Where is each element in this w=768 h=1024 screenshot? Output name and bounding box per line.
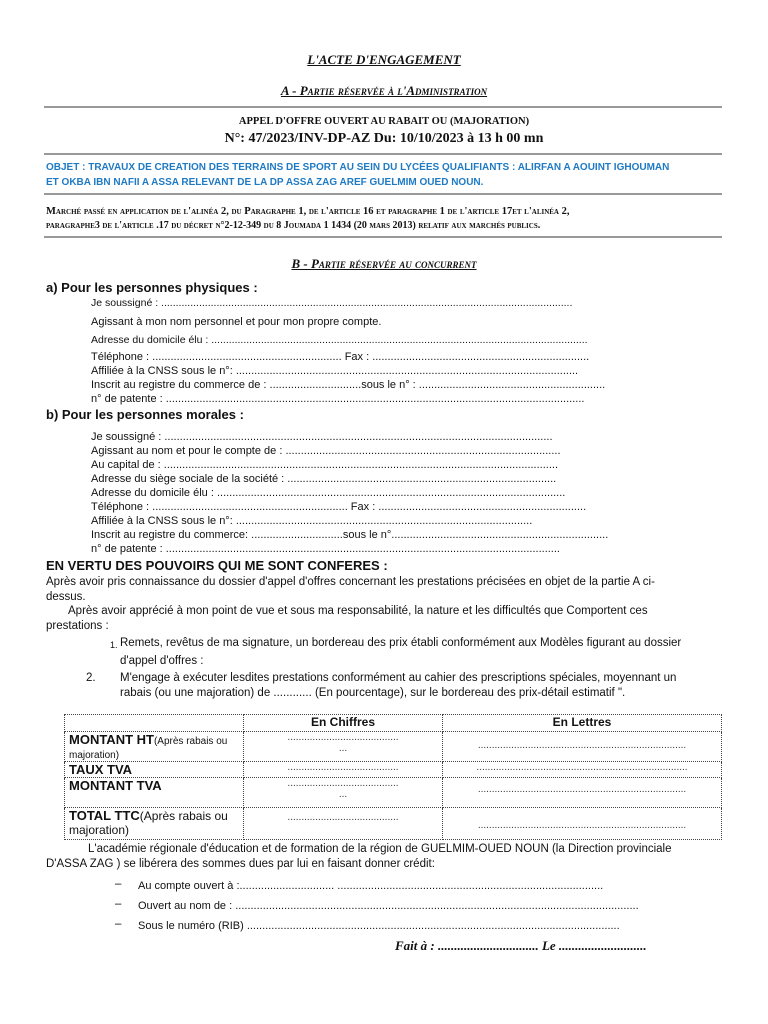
- amounts-table: [64, 714, 722, 840]
- physique-patente: n° de patente : .........................................................................................................................................: [91, 393, 585, 405]
- para2-line-1: Après avoir apprécié à mon point de vue et sous ma responsabilité, la nature et les difficultés que Comportent ces: [68, 605, 648, 617]
- table-header-row: [65, 715, 722, 732]
- table-header-lettres: En Lettres: [443, 715, 722, 732]
- physique-telephone: Téléphone : .............................................................. Fax : .......................................................................: [91, 351, 590, 363]
- morale-patente: n° de patente : .................................................................................................................................: [91, 543, 560, 555]
- physique-soussigne: Je soussigné : .............................................................................................................................................: [91, 297, 573, 309]
- item1-line-2: d'appel d'offres :: [120, 655, 204, 667]
- row-label: [65, 732, 244, 762]
- row-lettres: ............................................................................: [443, 762, 722, 778]
- item1-number: 1.: [110, 640, 118, 650]
- row-lettres: ...........................................................................: [443, 732, 722, 762]
- appel-offre-number: N°: 47/2023/INV-DP-AZ Du: 10/10/2023 à 13 h 00 mn: [224, 131, 544, 146]
- row-lettres: ...........................................................................: [443, 808, 722, 840]
- morale-cnss: Affiliée à la CNSS sous le n°: .................................................................................................: [91, 515, 533, 527]
- item2-line-2: rabais (ou une majoration) de ............ (En pourcentage), sur le bordereau des prix-détail estimatif ".: [120, 687, 626, 699]
- row-label-sub: (Après rabais ou majoration): [69, 736, 228, 761]
- row-label-sub: (Après rabais ou majoration): [69, 809, 228, 837]
- bank-rib: Sous le numéro (RIB) ..........................................................................................................................: [138, 920, 620, 932]
- row-label-text: MONTANT HT: [69, 732, 154, 747]
- item2-number: 2.: [86, 672, 96, 684]
- row-label: [65, 762, 244, 778]
- section-b-heading: B - Partie réservée au concurrent: [291, 256, 477, 271]
- fait-a-line: Fait à : ............................... Le ...........................: [395, 938, 647, 953]
- morale-soussigne: Je soussigné : ...............................................................................................................................: [91, 431, 553, 443]
- table-row: [65, 762, 722, 778]
- divider: [44, 193, 722, 195]
- divider: [44, 236, 722, 238]
- section-a-heading: A - Partie réservée à l'Administration: [280, 83, 488, 98]
- table-row: [65, 778, 722, 808]
- marche-line-2: paragraphe3 de l'article .17 du décret n°2-12-349 du 8 Joumada 1 1434 (20 mars 2013) relatif aux marchés publics.: [46, 220, 541, 231]
- table-row: [65, 808, 722, 840]
- item2-line-1: M'engage à exécuter lesdites prestations conformément au cahier des prescriptions spéciales, moyennant un: [120, 672, 677, 684]
- morale-siege: Adresse du siège sociale de la société : ........................................................................................: [91, 473, 557, 485]
- morale-agissant: Agissant au nom et pour le compte de : ..........................................................................................: [91, 445, 561, 457]
- para1-line-1: Après avoir pris connaissance du dossier d'appel d'offres concernant les prestations précisées en objet de la partie A ci-: [46, 576, 655, 588]
- para1-line-2: dessus.: [46, 591, 86, 603]
- row-chiffres: ........................................ ...: [244, 778, 443, 808]
- row-chiffres: ........................................ ...: [244, 732, 443, 762]
- morale-domicile: Adresse du domicile élu : ..................................................................................................................: [91, 487, 566, 499]
- dash-icon: –: [115, 898, 122, 910]
- physique-cnss: Affiliée à la CNSS sous le n°: ................................................................................................................: [91, 365, 579, 377]
- table-row: [65, 732, 722, 762]
- physique-adresse: Adresse du domicile élu : .................................................................................................................................: [91, 334, 588, 346]
- academie-line-2: D'ASSA ZAG ) se libérera des sommes dues par lui en faisant donner crédit:: [46, 858, 435, 870]
- row-label: [65, 808, 244, 840]
- physiques-heading: a) Pour les personnes physiques :: [46, 280, 258, 295]
- objet-line-1: OBJET : TRAVAUX DE CREATION DES TERRAINS DE SPORT AU SEIN DU LYCÉES QUALIFIANTS : ALIRFAN A AOUINT IGHOUMAN: [46, 162, 670, 173]
- academie-line-1: L'académie régionale d'éducation et de formation de la région de GUELMIM-OUED NOUN (la Direction provinciale: [88, 843, 672, 855]
- table-header-chiffres: En Chiffres: [244, 715, 443, 732]
- bank-compte: Au compte ouvert à :............................... .......................................................................................: [138, 880, 604, 892]
- dash-icon: –: [115, 918, 122, 930]
- pouvoirs-heading: EN VERTU DES POUVOIRS QUI ME SONT CONFERES :: [46, 558, 388, 573]
- bank-nom: Ouvert au nom de : ....................................................................................................................................: [138, 900, 639, 912]
- row-label-text: TAUX TVA: [69, 762, 133, 777]
- morale-telephone: Téléphone : ................................................................ Fax : ....................................................................: [91, 501, 587, 513]
- row-label: [65, 778, 244, 808]
- divider: [44, 153, 722, 155]
- para2-line-2: prestations :: [46, 620, 109, 632]
- document-title: L'ACTE D'ENGAGEMENT: [307, 52, 461, 67]
- physique-agissant: Agissant à mon nom personnel et pour mon propre compte.: [91, 316, 382, 328]
- physique-registre: Inscrit au registre du commerce de : ..............................sous le n° : .............................................................: [91, 379, 606, 391]
- morales-heading: b) Pour les personnes morales :: [46, 407, 244, 422]
- morale-registre: Inscrit au registre du commerce: ..............................sous le n°.......................................................................: [91, 529, 609, 541]
- row-label-text: TOTAL TTC: [69, 808, 140, 823]
- item1-line-1: Remets, revêtus de ma signature, un bordereau des prix établi conformément aux Modèles figurant au dossier: [120, 637, 682, 649]
- dash-icon: –: [115, 878, 122, 890]
- appel-offre-line: APPEL D'OFFRE OUVERT AU RABAIT OU (MAJORATION): [238, 116, 530, 127]
- objet-line-2: ET OKBA IBN NAFII A ASSA RELEVANT DE LA DP ASSA ZAG AREF GUELMIM OUED NOUN.: [46, 177, 484, 188]
- row-chiffres: ........................................: [244, 762, 443, 778]
- row-label-text: MONTANT TVA: [69, 778, 162, 793]
- table-header-empty: [65, 715, 244, 732]
- morale-capital: Au capital de : .................................................................................................................................: [91, 459, 559, 471]
- row-lettres: ...........................................................................: [443, 778, 722, 808]
- row-chiffres: ........................................: [244, 808, 443, 840]
- marche-line-1: Marché passé en application de l'alinéa 2, du Paragraphe 1, de l'article 16 et paragraphe 1 de l'article 17et l'alinéa 2,: [46, 206, 570, 217]
- divider: [44, 106, 722, 108]
